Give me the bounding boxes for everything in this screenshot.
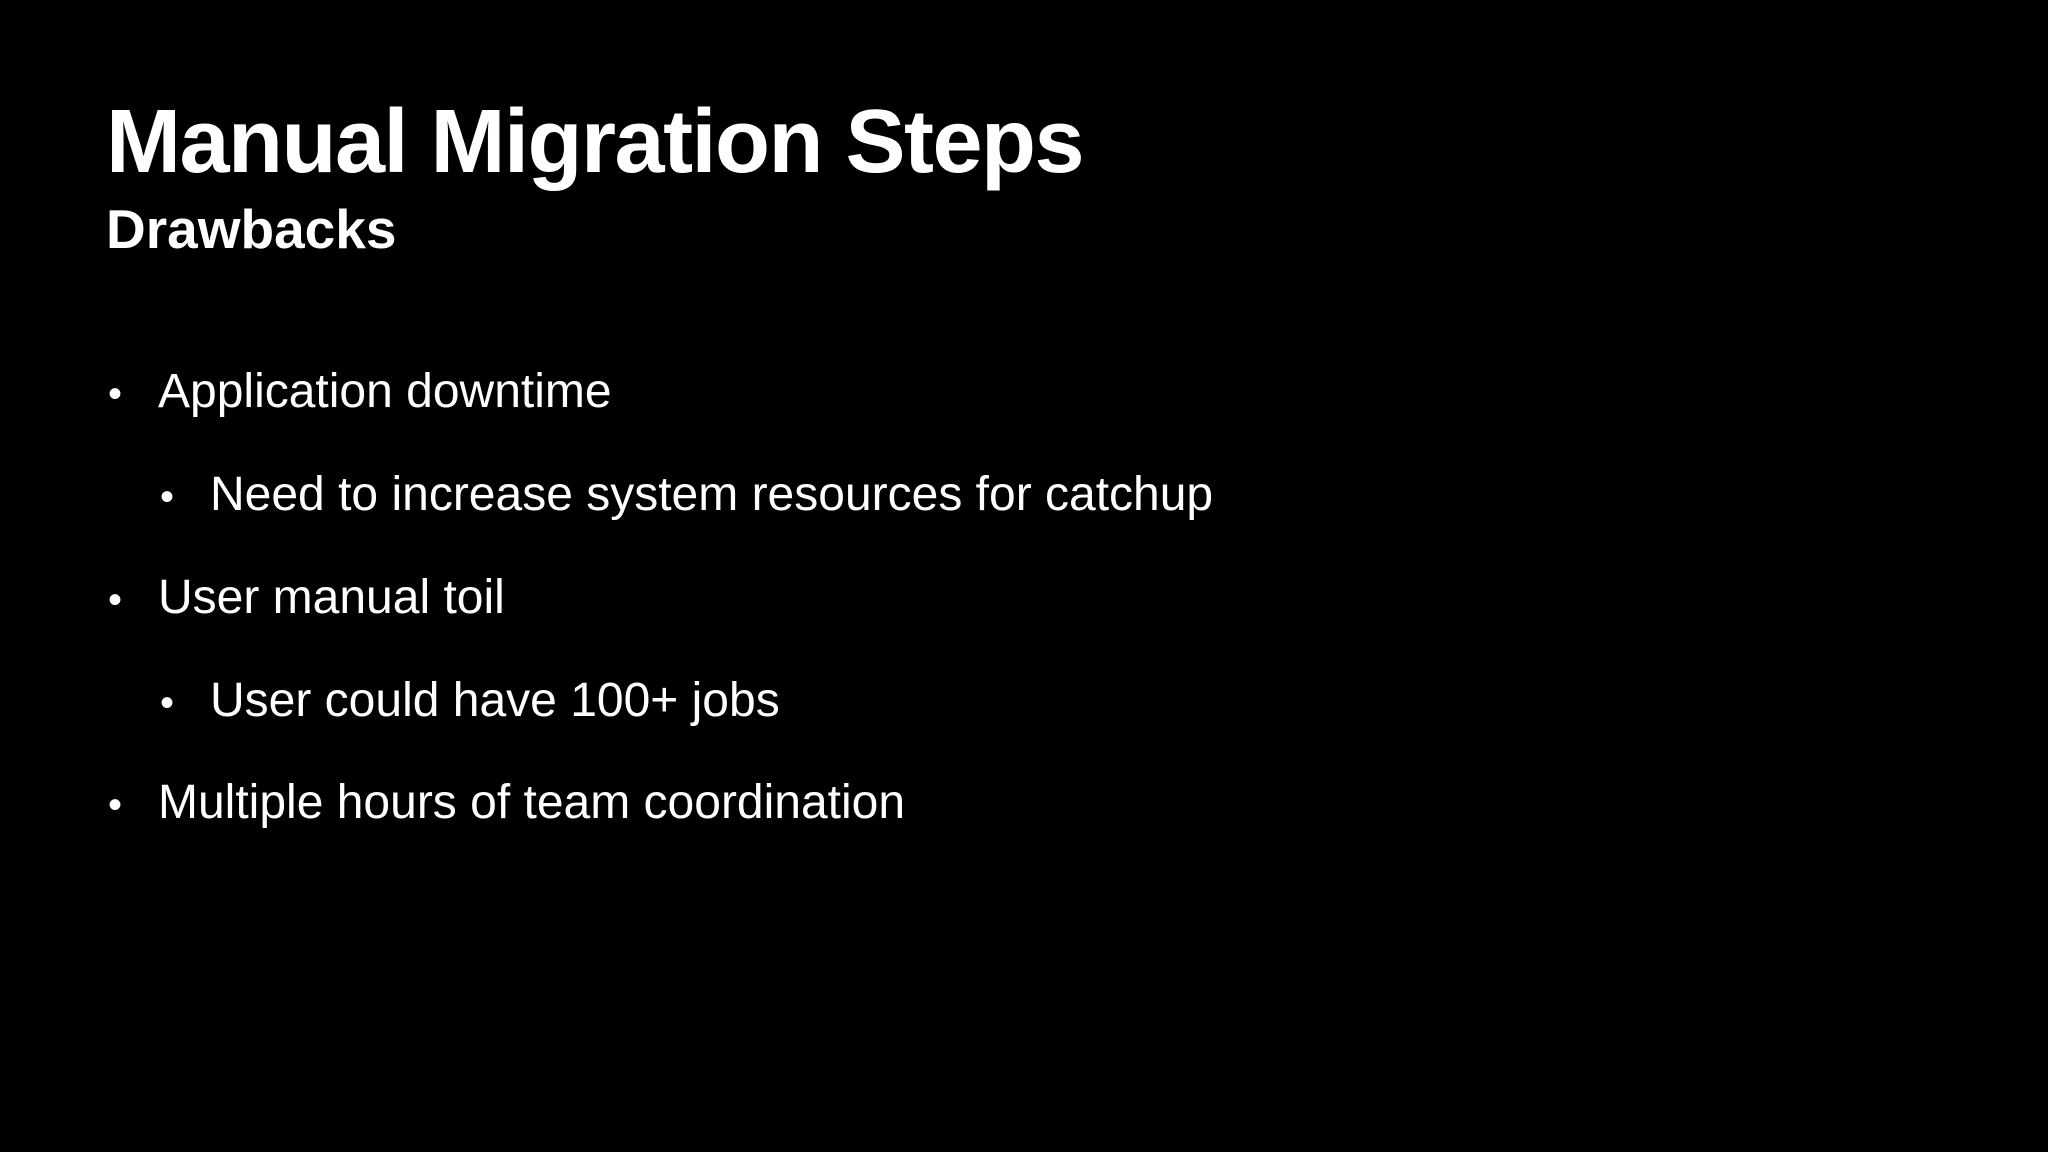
- bullet-icon: •: [108, 783, 123, 827]
- bullet-item: [108, 568, 505, 630]
- bullet-item: [108, 773, 905, 835]
- slide-title: Manual Migration Steps: [106, 92, 1084, 192]
- slide-subtitle: Drawbacks: [106, 198, 397, 260]
- bullet-text: User could have 100+ jobs: [210, 674, 780, 727]
- bullet-item: [108, 362, 612, 424]
- bullet-icon: •: [108, 372, 123, 416]
- bullet-text: Application downtime: [158, 365, 612, 418]
- bullet-text: Need to increase system resources for catchup: [210, 468, 1214, 521]
- bullet-text: Multiple hours of team coordination: [158, 776, 906, 829]
- bullet-text: User manual toil: [158, 571, 505, 624]
- bullet-icon: •: [108, 578, 123, 622]
- sub-bullet-item: [160, 465, 1213, 527]
- bullet-icon: •: [160, 681, 175, 725]
- bullet-icon: •: [160, 475, 175, 519]
- sub-bullet-item: [160, 671, 780, 733]
